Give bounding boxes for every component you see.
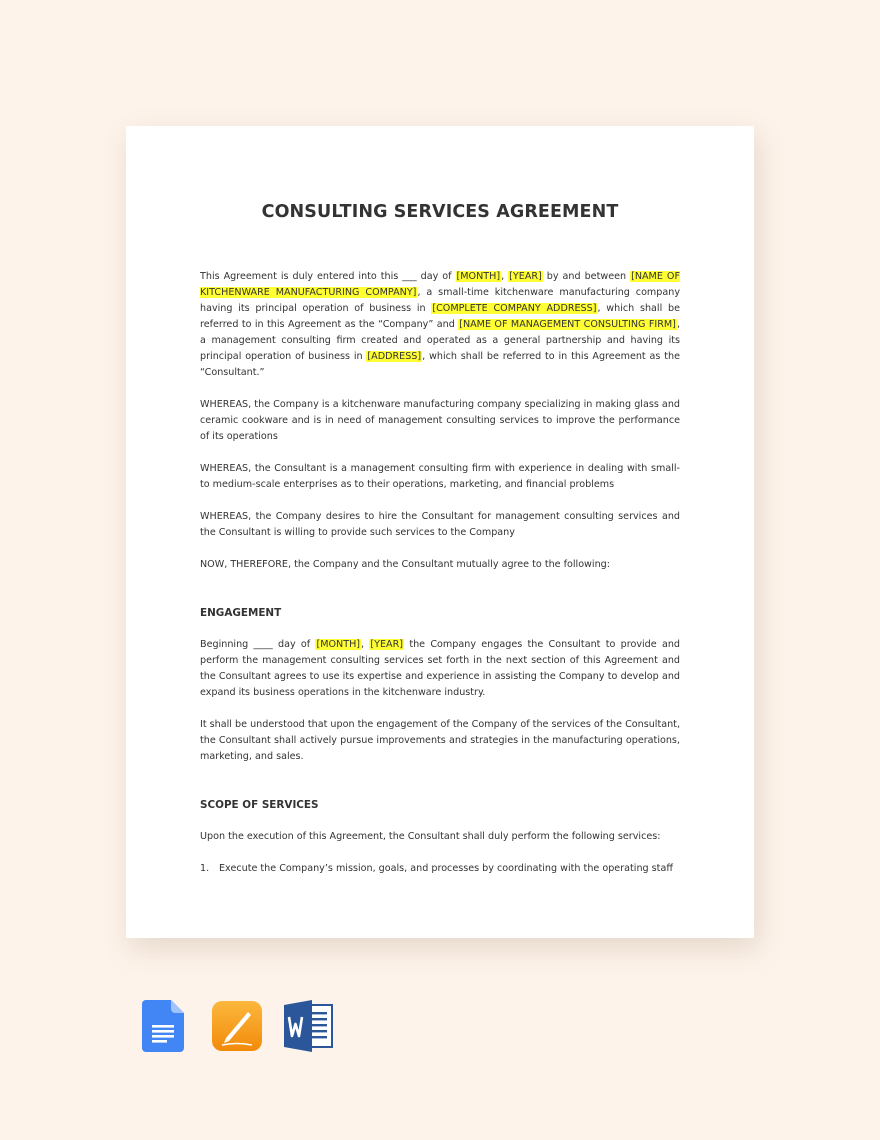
app-icons-row <box>140 1000 334 1052</box>
placeholder-company-address: [COMPLETE COMPANY ADDRESS] <box>432 303 597 314</box>
document-page <box>126 126 754 938</box>
list-number: 1. <box>200 863 210 874</box>
list-item <box>200 861 680 877</box>
intro-paragraph: This Agreement is duly entered into this ___ day of [MONTH], [YEAR] by and between [NAME OF KITCHENWARE MANUFACTURING COMPANY], a small-time kitchenware manufacturing company having its principal operation of business in [COMPLETE COMPANY ADDRESS], which shall be referred to in this Agreement as the “Company” and [NAME OF MANAGEMENT CONSULTING FIRM], a management consulting firm created and operated as a general partnership and having its principal operation of business in [ADDRESS], which shall be referred to in this Agreement as the “Consultant.” <box>200 271 681 378</box>
placeholder-month: [MONTH] <box>316 639 361 650</box>
placeholder-address: [ADDRESS] <box>367 351 422 362</box>
document-title: CONSULTING SERVICES AGREEMENT <box>261 202 619 222</box>
whereas-paragraph-2: WHEREAS, the Consultant is a management consulting firm with experience in dealing with small- to medium-scale enterprises as to their operations, marketing, and financial problems <box>200 463 680 490</box>
placeholder-year: [YEAR] <box>370 639 404 650</box>
google-docs-icon[interactable] <box>140 1000 190 1052</box>
whereas-paragraph-3: WHEREAS, the Company desires to hire the Consultant for management consulting services and the Consultant is willing to provide such services to the Company <box>200 511 680 538</box>
engagement-heading: ENGAGEMENT <box>200 607 282 619</box>
engagement-paragraph-1: Beginning ____ day of [MONTH], [YEAR] the Company engages the Consultant to provide and perform the management consulting services set forth in the next section of this Agreement and the Consultant agrees to use its expertise and experience in assisting the Company to develop and expand its business operations in the kitchenware industry. <box>200 639 680 698</box>
whereas-paragraph-1: WHEREAS, the Company is a kitchenware manufacturing company specializing in making glass and ceramic cookware and is in need of management consulting services to improve the performance of its operations <box>200 399 680 442</box>
scope-heading: SCOPE OF SERVICES <box>200 799 319 811</box>
placeholder-year: [YEAR] <box>509 271 542 282</box>
engagement-paragraph-2: It shall be understood that upon the engagement of the Company of the services of the Consultant, the Consultant shall actively pursue improvements and strategies in the manufacturing operations, marketing, and sales. <box>200 719 680 762</box>
scope-intro: Upon the execution of this Agreement, the Consultant shall duly perform the following services: <box>200 831 661 842</box>
list-text: Execute the Company’s mission, goals, and processes by coordinating with the operating staff <box>219 863 673 874</box>
placeholder-month: [MONTH] <box>456 271 501 282</box>
microsoft-word-icon[interactable] <box>284 1000 334 1052</box>
placeholder-company-name: [NAME OF KITCHENWARE MANUFACTURING COMPANY] <box>200 271 680 298</box>
placeholder-firm-name: [NAME OF MANAGEMENT CONSULTING FIRM] <box>459 319 676 330</box>
now-therefore-paragraph: NOW, THEREFORE, the Company and the Consultant mutually agree to the following: <box>200 559 610 570</box>
apple-pages-icon[interactable] <box>212 1000 262 1052</box>
